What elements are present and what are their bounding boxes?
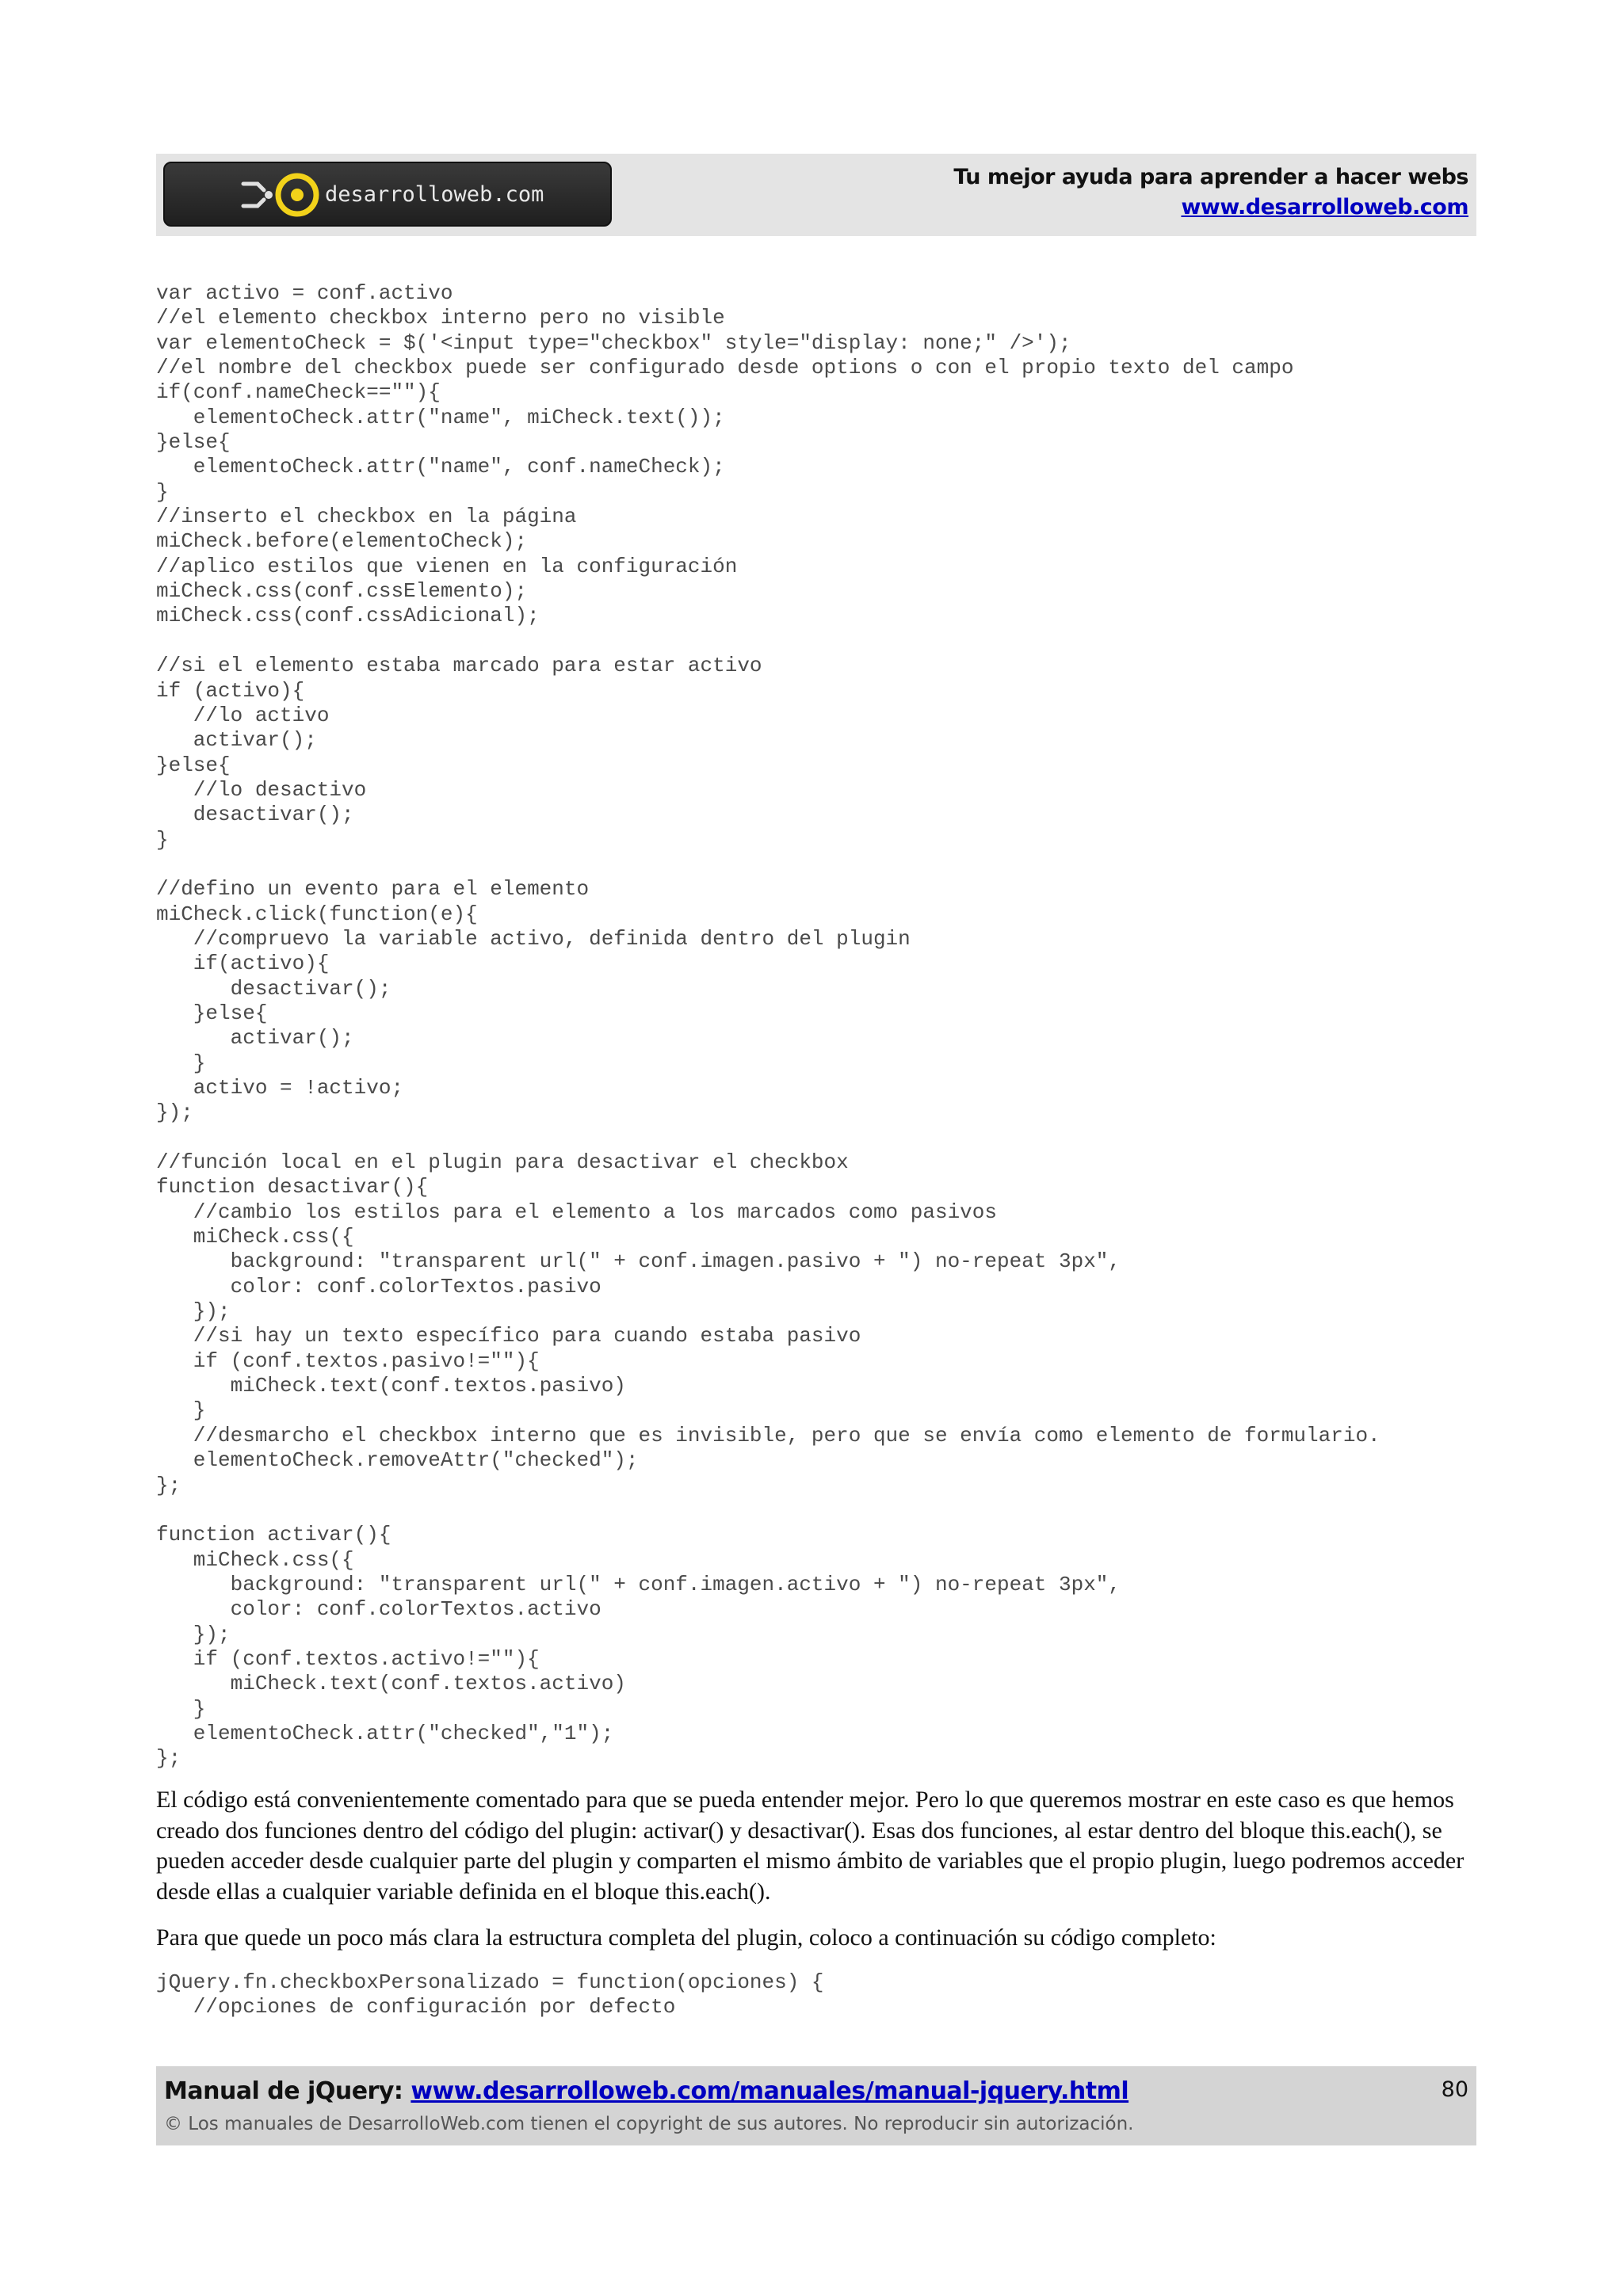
footer-copyright: © Los manuales de DesarrolloWeb.com tienen el copyright de sus autores. No reproducir sin autorización. — [164, 2114, 1134, 2134]
header-tagline: Tu mejor ayuda para aprender a hacer webs — [953, 165, 1468, 189]
code-block-plugin-start: jQuery.fn.checkboxPersonalizado = function(opciones) { //opciones de configuración por defecto — [156, 1970, 824, 2019]
footer-manual-link[interactable]: www.desarrolloweb.com/manuales/manual-jquery.html — [411, 2077, 1129, 2105]
site-logo[interactable] — [163, 162, 612, 227]
code-block-plugin-body: var activo = conf.activo //el elemento checkbox interno pero no visible var elementoCheck = $('<input type="checkbox" style="display: none;" />'); //el nombre del checkbox puede ser configurado desde options o con el propio texto del campo if(conf.nameCheck==""){ elementoCheck.attr("name", miCheck.text()); }else{ elementoCheck.attr("name", conf.nameCheck); } //inserto el checkbox en la página miCheck.before(elementoCheck); //aplico estilos que vienen en la configuración miCheck.css(conf.cssElemento); miCheck.css(conf.cssAdicional); //si el elemento estaba marcado para estar activo if (activo){ //lo activo activar(); }else{ //lo desactivo desactivar(); } //defino un evento para el elemento miCheck.click(function(e){ //compruevo la variable activo, definida dentro del plugin if(activo){ desactivar(); }else{ activar(); } activo = !activo; }); //función local en el plugin para desactivar el checkbox function desactivar(){ //cambio los estilos para el elemento a los marcados como pasivos miCheck.css({ background: "transparent url(" + conf.imagen.pasivo + ") no-repeat 3px", color: conf.colorTextos.pasivo }); //si hay un texto específico para cuando estaba pasivo if (conf.textos.pasivo!=""){ miCheck.text(conf.textos.pasivo) } //desmarcho el checkbox interno que es invisible, pero que se envía como elemento de formulario. elementoCheck.removeAttr("checked"); }; function activar(){ miCheck.css({ background: "transparent url(" + conf.imagen.activo + ") no-repeat 3px", color: conf.colorTextos.activo }); if (conf.textos.activo!=""){ miCheck.text(conf.textos.activo) } elementoCheck.attr("checked","1"); }; — [156, 281, 1381, 1771]
logo-text: desarrolloweb.com — [325, 182, 544, 207]
header-site-link[interactable]: www.desarrolloweb.com — [1181, 195, 1468, 219]
page-footer — [156, 2066, 1476, 2145]
body-paragraph-intro-full-code: Para que quede un poco más clara la estructura completa del plugin, coloco a continuación su código completo: — [156, 1924, 1216, 1951]
page-number: 80 — [1441, 2077, 1468, 2102]
body-paragraph-explanation: El código está convenientemente comentado para que se pueda entender mejor. Pero lo que queremos mostrar en este caso es que hemos creado dos funciones dentro del código del plugin: activar() y desactivar(). Esas dos funciones, al estar dentro del bloque this.each(), se pueden acceder desde cualquier parte del plugin y comparten el mismo ámbito de variables que el propio plugin, luego podremos acceder desde ellas a cualquier variable definida en el bloque this.each(). — [156, 1787, 1465, 1905]
page-header — [156, 154, 1476, 236]
footer-manual-title — [164, 2077, 1128, 2105]
footer-manual-label: Manual de jQuery: — [164, 2077, 411, 2105]
logo-target-icon — [240, 173, 327, 217]
